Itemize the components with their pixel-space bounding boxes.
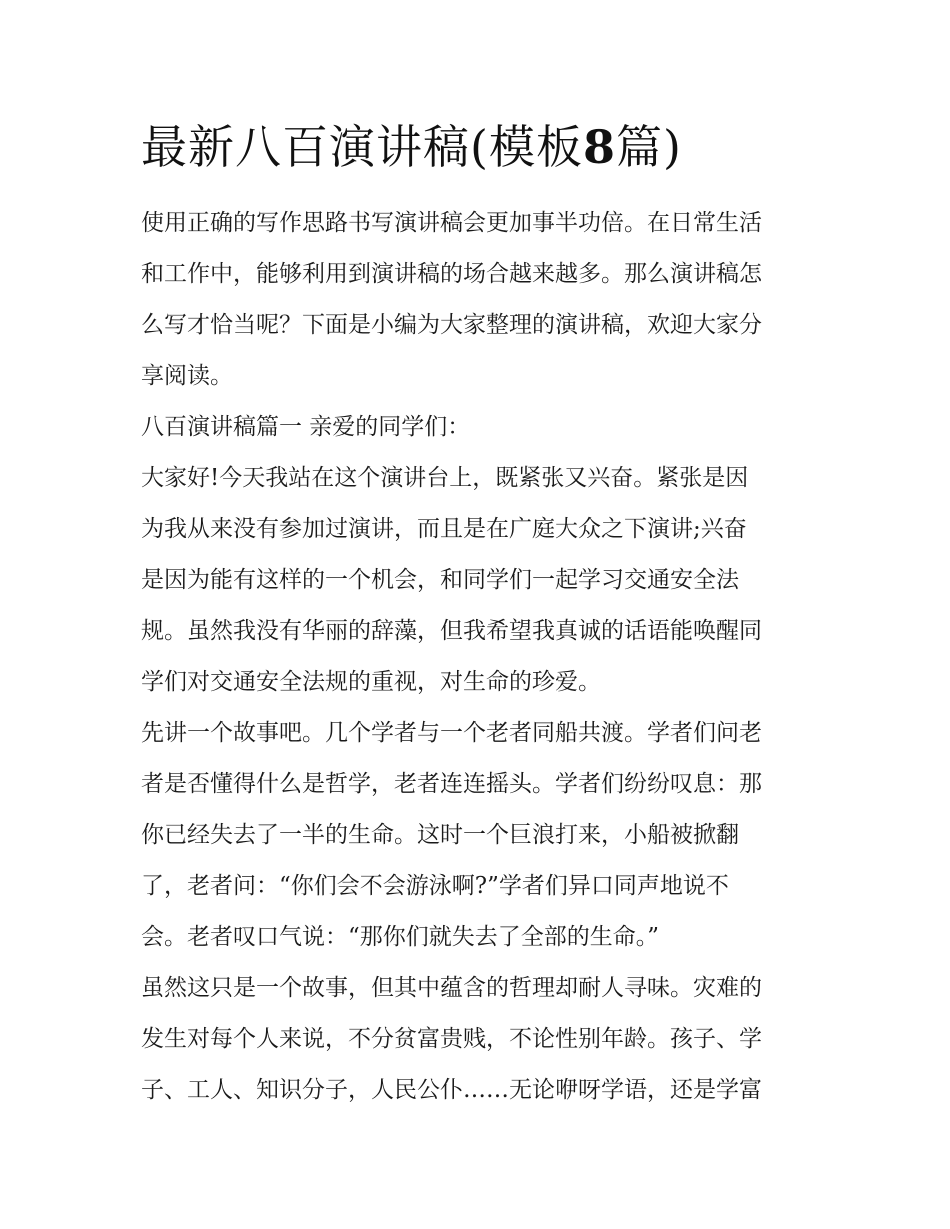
text-line: 和工作中，能够利用到演讲稿的场合越来越多。那么演讲稿怎 [141, 261, 762, 287]
section-heading-line: 八百演讲稿篇一 亲爱的同学们： [141, 414, 471, 440]
text-line: 享阅读。 [141, 363, 233, 389]
text-line: 是因为能有这样的一个机会，和同学们一起学习交通安全法 [141, 567, 739, 593]
text-line: 子、工人、知识分子，人民公仆……无论咿呀学语，还是学富 [141, 1077, 762, 1103]
document-title [141, 112, 682, 182]
text-line: 会。老者叹口气说：“那你们就失去了全部的生命。” [141, 924, 660, 950]
title-number: 8 [582, 120, 616, 174]
title-suffix: 篇) [615, 120, 682, 174]
text-line: 者是否懂得什么是哲学，老者连连摇头。学者们纷纷叹息：那 [141, 771, 762, 797]
text-line: 么写才恰当呢？下面是小编为大家整理的演讲稿，欢迎大家分 [141, 312, 762, 338]
text-line: 先讲一个故事吧。几个学者与一个老者同船共渡。学者们问老 [141, 720, 762, 746]
text-line: 使用正确的写作思路书写演讲稿会更加事半功倍。在日常生活 [141, 210, 762, 236]
title-text: 最新八百演讲稿(模板 [141, 120, 583, 174]
text-line: 发生对每个人来说，不分贫富贵贱，不论性别年龄。孩子、学 [141, 1026, 762, 1052]
text-line: 大家好!今天我站在这个演讲台上，既紧张又兴奋。紧张是因 [141, 465, 749, 491]
text-line: 你已经失去了一半的生命。这时一个巨浪打来，小船被掀翻 [141, 822, 739, 848]
text-line: 规。虽然我没有华丽的辞藻，但我希望我真诚的话语能唤醒同 [141, 618, 762, 644]
text-line: 学们对交通安全法规的重视，对生命的珍爱。 [141, 669, 601, 695]
text-line: 为我从来没有参加过演讲，而且是在广庭大众之下演讲;兴奋 [141, 516, 747, 542]
text-line: 虽然这只是一个故事，但其中蕴含的哲理却耐人寻味。灾难的 [141, 975, 762, 1001]
text-line: 了，老者问：“你们会不会游泳啊?”学者们异口同声地说不 [141, 873, 729, 899]
document-body [141, 198, 821, 1116]
